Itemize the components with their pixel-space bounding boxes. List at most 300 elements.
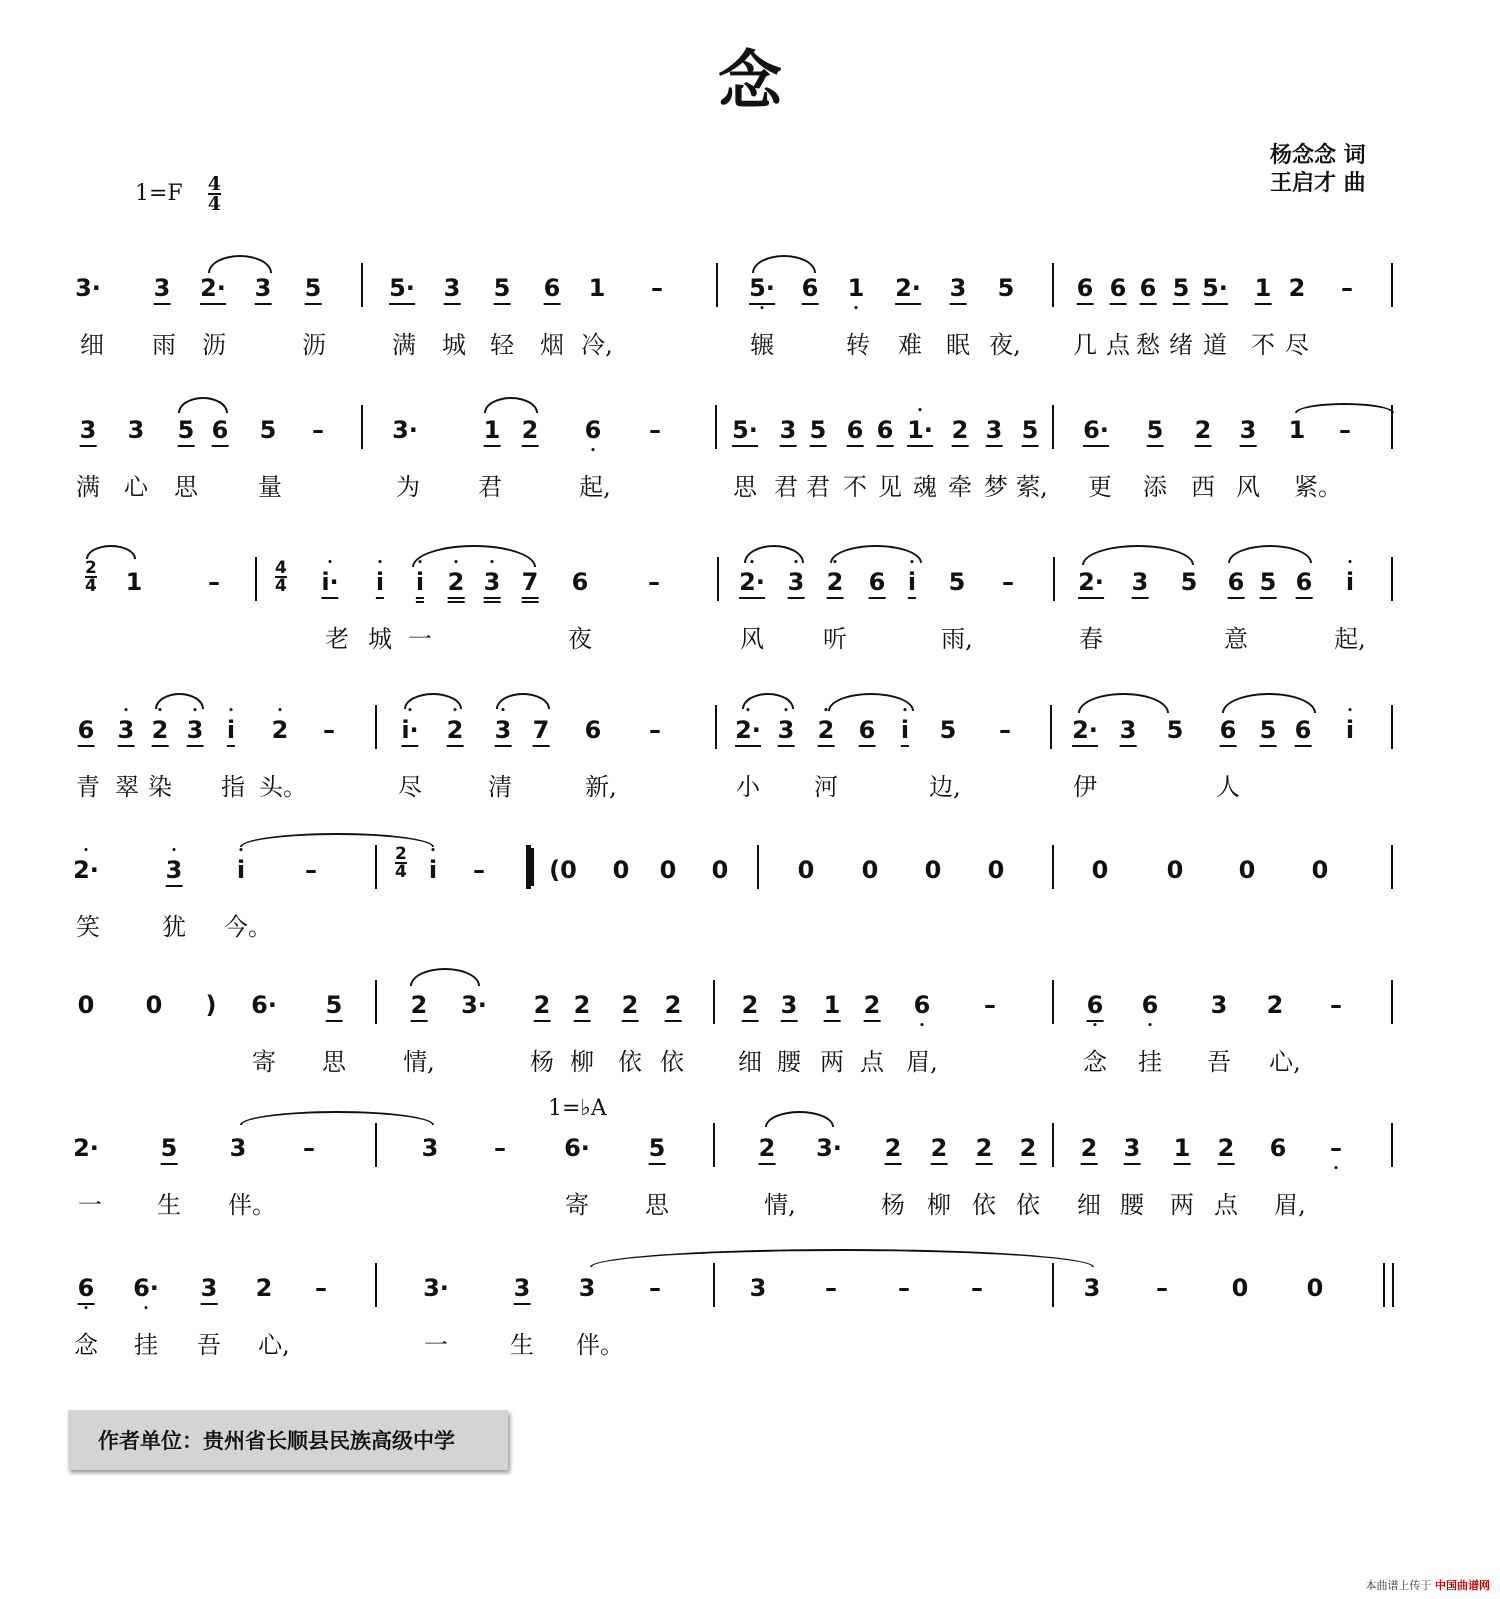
note: • 2·	[73, 855, 99, 885]
lyric-char: 翠	[115, 773, 139, 801]
barline	[1391, 845, 1393, 889]
lyric-char: 新,	[585, 773, 617, 801]
lyric-char: 小	[736, 773, 760, 801]
slur	[752, 255, 816, 273]
lyric-char: 转	[846, 331, 870, 359]
lyric-char: 生	[157, 1191, 181, 1219]
note: • 2·	[739, 567, 765, 599]
note: –	[208, 568, 220, 596]
note: 6·	[564, 1134, 590, 1162]
note: 0	[1166, 856, 1184, 884]
lyric-char: 沥	[302, 331, 326, 359]
lyric-char: 牵	[948, 473, 972, 501]
note: 6	[877, 415, 894, 447]
lyrics-row	[0, 325, 1500, 359]
lyric-char: 风	[1236, 473, 1260, 501]
lyric-char: 难	[898, 331, 922, 359]
lyric-char: 一	[78, 1191, 102, 1219]
note: 3·	[816, 1134, 842, 1162]
barline	[715, 405, 717, 449]
lyric-char: 沥	[202, 331, 226, 359]
lyric-char: 依	[618, 1048, 642, 1076]
note: 6	[1110, 273, 1127, 305]
notes-row	[0, 715, 1500, 755]
note: 2·	[73, 1134, 99, 1162]
note: –	[649, 416, 661, 444]
note: 2	[1288, 274, 1306, 302]
note: 1	[824, 990, 841, 1022]
slur	[484, 397, 538, 413]
lyric-char: 听	[823, 625, 847, 653]
note: 0	[924, 856, 942, 884]
notes-row	[0, 1273, 1500, 1313]
lyric-char: 心,	[1269, 1048, 1301, 1076]
note: 2	[1195, 415, 1212, 447]
lyrics-row	[0, 767, 1500, 801]
notes-row	[0, 855, 1500, 895]
note: 2	[574, 990, 591, 1022]
note: 3	[1083, 1274, 1101, 1302]
note: 6	[1140, 273, 1157, 305]
note: 3	[950, 273, 967, 305]
lyric-char: 人	[1216, 773, 1240, 801]
note: 5	[1147, 415, 1164, 447]
lyric-char: 君	[806, 473, 830, 501]
note: 2	[759, 1133, 776, 1165]
note: 6	[1295, 715, 1312, 747]
notes-row	[0, 1133, 1500, 1173]
slur	[240, 1111, 434, 1125]
note: 6	[802, 273, 819, 305]
barline	[1391, 705, 1393, 749]
ts-num: 4	[275, 558, 287, 578]
note: • 3	[495, 715, 512, 747]
lyric-char: 情,	[764, 1191, 796, 1219]
note: • i	[227, 715, 235, 747]
note: 6 •	[914, 990, 931, 1020]
barline	[1052, 405, 1054, 449]
key-label: 1=F	[135, 181, 183, 207]
note: • i	[429, 855, 437, 885]
note: 0	[1238, 856, 1256, 884]
note: –	[971, 1274, 983, 1302]
lyric-char: 更	[1088, 473, 1112, 501]
note: 3	[514, 1273, 531, 1305]
note: 3	[578, 1274, 596, 1302]
note: 3	[1124, 1133, 1141, 1165]
note: –	[323, 716, 335, 744]
lyric-char: 点	[1214, 1191, 1238, 1219]
note: • 2	[448, 567, 465, 603]
note: 2·	[895, 273, 921, 305]
note: 3	[1120, 715, 1137, 747]
barline	[713, 1263, 715, 1307]
note: 5	[305, 273, 322, 305]
lyric-char: 细	[738, 1048, 762, 1076]
ts-num: 2	[85, 558, 97, 578]
note: –	[1341, 274, 1353, 302]
note: • i	[376, 567, 384, 599]
note: 2	[534, 990, 551, 1022]
note: 6	[1228, 567, 1245, 599]
lyric-char: 不	[1251, 331, 1275, 359]
note: 5	[259, 416, 277, 444]
lyric-char: 依	[660, 1048, 684, 1076]
lyric-char: 依	[1016, 1191, 1040, 1219]
note: 5	[939, 716, 957, 744]
note: 3·	[423, 1274, 449, 1302]
note: –	[651, 274, 663, 302]
lyric-char: 寄	[252, 1048, 276, 1076]
note: –	[473, 856, 485, 884]
slur	[404, 693, 462, 709]
slur	[1295, 403, 1394, 413]
note: • 2·	[735, 715, 761, 747]
lyric-char: 点	[1106, 331, 1130, 359]
affiliation-text: 作者单位：贵州省长顺县民族高级中学	[98, 1429, 455, 1453]
note: 3	[229, 1134, 247, 1162]
note: • 2	[152, 715, 169, 747]
lyric-char: 城	[368, 625, 392, 653]
lyric-char: 夜,	[989, 331, 1021, 359]
barline	[713, 1123, 715, 1167]
note: 2	[522, 415, 539, 447]
lyric-char: 吾	[197, 1331, 221, 1359]
note: 5	[1180, 568, 1198, 596]
slur	[1228, 545, 1312, 563]
lyric-char: 为	[396, 473, 420, 501]
lyric-char: 一	[424, 1331, 448, 1359]
lyric-char: 柳	[570, 1048, 594, 1076]
barline	[713, 980, 715, 1024]
lyric-char: 寄	[565, 1191, 589, 1219]
note: 6	[1077, 273, 1094, 305]
note: –	[984, 991, 996, 1019]
lyric-char: 冷,	[581, 331, 613, 359]
note: 2	[665, 990, 682, 1022]
barline	[1391, 980, 1393, 1024]
ts-den: 4	[85, 576, 97, 597]
note: • 3	[166, 855, 183, 887]
note: 3	[421, 1134, 439, 1162]
note: 3	[986, 415, 1003, 447]
barline	[375, 1123, 377, 1167]
note: 5	[494, 273, 511, 305]
note: 5	[178, 415, 195, 447]
note: 2	[622, 990, 639, 1022]
note: 7	[533, 715, 550, 747]
barline	[716, 263, 718, 307]
note: 5	[1166, 716, 1184, 744]
barline	[1391, 557, 1393, 601]
note: 3	[255, 273, 272, 305]
note: 6 •	[1087, 990, 1104, 1022]
lyric-char: 满	[392, 331, 416, 359]
note: –	[305, 856, 317, 884]
note: 1	[484, 415, 501, 447]
note: 2	[255, 1274, 273, 1302]
note: 6	[847, 415, 864, 447]
note: • i·	[401, 715, 418, 747]
lyric-char: 起,	[579, 473, 611, 501]
composer-credit: 王启才 曲	[1270, 171, 1366, 196]
barline	[361, 405, 363, 449]
lyric-char: 头。	[259, 773, 307, 801]
note: 5	[326, 990, 343, 1022]
lyric-char: 腰	[777, 1048, 801, 1076]
note: 2	[1081, 1133, 1098, 1165]
lyric-char: 染	[148, 773, 172, 801]
barline	[255, 557, 257, 601]
watermark	[1366, 1577, 1491, 1593]
slur	[410, 968, 480, 986]
lyric-char: 梦	[984, 473, 1008, 501]
lyric-char: 量	[258, 473, 282, 501]
lyrics-row	[0, 1185, 1500, 1219]
note: 0	[861, 856, 879, 884]
watermark-site: 中国曲谱网	[1435, 1579, 1490, 1592]
lyric-char: 细	[80, 331, 104, 359]
lyric-char: 紧。	[1294, 473, 1342, 501]
slur	[86, 545, 136, 559]
slur	[1082, 545, 1194, 565]
note: • i	[237, 855, 245, 885]
slur	[240, 833, 434, 847]
lyric-char: 腰	[1120, 1191, 1144, 1219]
note: • i	[1346, 567, 1354, 597]
note: –	[494, 1134, 506, 1162]
note: –	[649, 1274, 661, 1302]
lyric-char: 老	[325, 625, 349, 653]
barline	[375, 1263, 377, 1307]
note: 1	[1174, 1133, 1191, 1165]
slur	[208, 255, 272, 273]
lyric-char: 一	[408, 625, 432, 653]
note: 3·	[75, 274, 101, 302]
lyric-char: 边,	[929, 773, 961, 801]
lyric-char: 愁	[1136, 331, 1160, 359]
note: 3	[1210, 991, 1228, 1019]
note: 5	[1173, 273, 1190, 305]
note: –	[1330, 991, 1342, 1019]
ts-num: 2	[395, 844, 407, 864]
lyric-char: 不	[843, 473, 867, 501]
note: 6	[212, 415, 229, 447]
note: – •	[1330, 1133, 1342, 1163]
note: 2	[864, 990, 881, 1022]
note: 2·	[1078, 567, 1104, 599]
note: –	[303, 1134, 315, 1162]
barline	[717, 557, 719, 601]
lyric-char: 生	[510, 1331, 534, 1359]
note: 5	[649, 1133, 666, 1165]
slur	[744, 545, 804, 563]
note: 6 •	[585, 415, 602, 445]
note: 0	[711, 856, 729, 884]
lyric-char: 起,	[1334, 625, 1366, 653]
lyric-char: 夜	[568, 625, 592, 653]
lyric-char: 河	[814, 773, 838, 801]
note: • i	[908, 567, 916, 599]
note: • 3	[778, 715, 795, 747]
note: –	[1002, 568, 1014, 596]
barline	[1052, 263, 1054, 307]
barline	[1052, 1123, 1054, 1167]
barline	[1052, 845, 1054, 889]
note: –	[825, 1274, 837, 1302]
lyric-char: 念	[1083, 1048, 1107, 1076]
slur	[155, 693, 204, 709]
lyric-char: 春	[1079, 625, 1103, 653]
lyric-char: 心,	[258, 1331, 290, 1359]
barline	[715, 705, 717, 749]
lyrics-row	[0, 1325, 1500, 1359]
note: 3·	[461, 991, 487, 1019]
note: 3	[154, 273, 171, 305]
note: 0	[1231, 1274, 1249, 1302]
note: –	[999, 716, 1011, 744]
note: 2	[952, 415, 969, 447]
note: 2	[1218, 1133, 1235, 1165]
lyric-char: 雨,	[941, 625, 973, 653]
time-signature	[207, 173, 221, 216]
note: 0	[987, 856, 1005, 884]
slur	[590, 1249, 1094, 1267]
note: • i	[1346, 715, 1354, 745]
lyric-char: 西	[1191, 473, 1215, 501]
note: 5	[810, 415, 827, 447]
note: 6·	[1083, 415, 1109, 447]
note: 1	[1288, 416, 1306, 444]
note: • 1·	[907, 415, 933, 447]
lyric-char: 思	[322, 1048, 346, 1076]
barline	[1052, 980, 1054, 1024]
note: • 3	[118, 715, 135, 747]
lyric-char: 眠	[946, 331, 970, 359]
note: 6	[78, 715, 95, 747]
lyric-char: 思	[645, 1191, 669, 1219]
slur	[178, 397, 228, 413]
note: 5·	[1202, 273, 1228, 305]
slur	[830, 545, 922, 563]
lyric-char: 魂	[913, 473, 937, 501]
note: • 3	[788, 567, 805, 599]
note: 2	[976, 1133, 993, 1165]
note: 6 •	[1142, 990, 1159, 1020]
lyric-char: 心	[124, 473, 148, 501]
note: 3	[444, 273, 461, 305]
key-signature	[135, 173, 221, 216]
note: 3	[780, 415, 797, 447]
barline	[1383, 1263, 1385, 1307]
lyric-char: 伴。	[576, 1331, 624, 1359]
note: –	[648, 568, 660, 596]
note: • i	[901, 715, 909, 747]
lyric-char: 眉,	[906, 1048, 938, 1076]
lyric-char: 柳	[927, 1191, 951, 1219]
lyric-char: 挂	[134, 1331, 158, 1359]
lyric-char: 杨	[881, 1191, 905, 1219]
lyric-char: 绪	[1169, 331, 1193, 359]
note: –	[1156, 1274, 1168, 1302]
lyric-char: 今。	[224, 913, 272, 941]
lyric-char: 意	[1224, 625, 1248, 653]
note: 3	[1132, 567, 1149, 599]
lyric-char: 见	[878, 473, 902, 501]
song-title: 念	[718, 44, 782, 119]
slur	[742, 693, 794, 709]
note: 6·	[251, 991, 277, 1019]
lyric-char: 雨	[152, 331, 176, 359]
lyric-char: 笑	[76, 913, 100, 941]
lyric-char: 尽	[1285, 331, 1309, 359]
watermark-prefix: 本曲谱上传于	[1365, 1579, 1432, 1592]
lyric-char: 点	[860, 1048, 884, 1076]
note: 3·	[392, 416, 418, 444]
note: –	[1339, 416, 1351, 444]
note: • 3	[484, 567, 501, 603]
slur	[828, 693, 914, 711]
lyric-char: 念	[74, 1331, 98, 1359]
lyric-char: 君	[774, 473, 798, 501]
notes-row	[0, 273, 1500, 313]
slur	[412, 545, 536, 567]
note: 6	[869, 567, 886, 599]
key-change: 1=♭A	[548, 1096, 607, 1121]
lyric-char: 伊	[1073, 773, 1097, 801]
note: 5	[1022, 415, 1039, 447]
note: 5	[161, 1133, 178, 1165]
lyric-char: 添	[1143, 473, 1167, 501]
barline	[375, 705, 377, 749]
note: 0	[797, 856, 815, 884]
time-sig-numerator: 4	[207, 173, 221, 195]
lyric-char: 尽	[398, 773, 422, 801]
lyric-char: 依	[972, 1191, 996, 1219]
note: 0	[145, 991, 163, 1019]
lyric-char: 轻	[490, 331, 514, 359]
slur	[765, 1111, 834, 1127]
note: 1	[125, 568, 143, 596]
lyric-char: 指	[221, 773, 245, 801]
notes-row	[0, 567, 1500, 607]
barline	[1392, 1263, 1394, 1307]
note: 2	[411, 990, 428, 1022]
lyric-char: 吾	[1207, 1048, 1231, 1076]
note: 2	[1020, 1133, 1037, 1165]
note: 3	[1240, 415, 1257, 447]
note: 0	[1311, 856, 1329, 884]
note: 5	[1260, 715, 1277, 747]
lyric-char: 细	[1077, 1191, 1101, 1219]
note: –	[315, 1274, 327, 1302]
note: 2·	[200, 273, 226, 305]
note: 5	[1260, 567, 1277, 599]
ts-den: 4	[275, 576, 287, 597]
note: 5·	[389, 273, 415, 305]
note: 1 •	[848, 273, 865, 303]
lyric-char: 杨	[530, 1048, 554, 1076]
note: 6	[544, 273, 561, 305]
note: 2	[885, 1133, 902, 1165]
lyric-char: 两	[1170, 1191, 1194, 1219]
lyric-char: 思	[733, 473, 757, 501]
lyric-char: 两	[820, 1048, 844, 1076]
note: 2	[931, 1133, 948, 1165]
note: (0	[549, 856, 577, 884]
note: –	[898, 1274, 910, 1302]
repeat-end-barline	[512, 845, 531, 889]
